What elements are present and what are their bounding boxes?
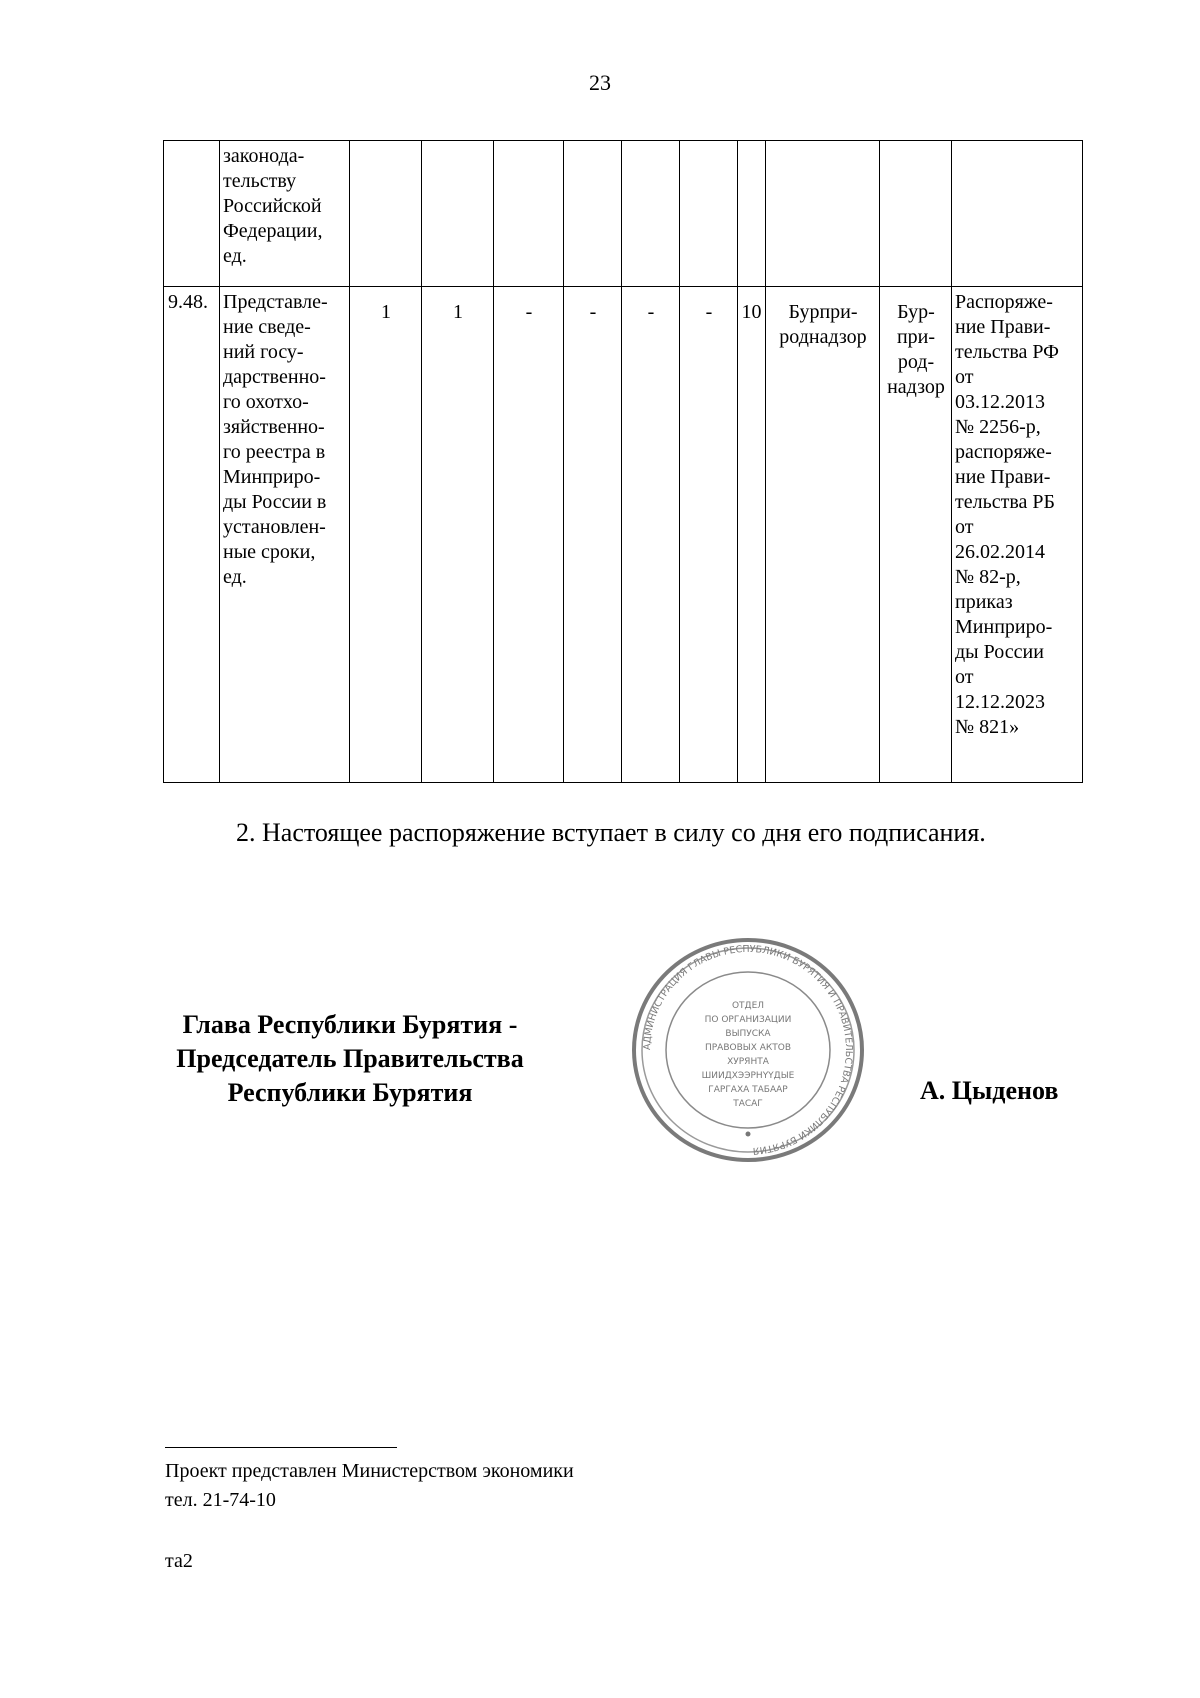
responsible-cell <box>880 141 952 287</box>
responsible-cell <box>766 141 880 287</box>
signer-name: А. Цыденов <box>920 1076 1059 1105</box>
clause-paragraph: 2. Настоящее распоряжение вступает в силу со дня его подписания. <box>236 818 986 847</box>
seal-center-line: ТАСАГ <box>733 1099 763 1109</box>
seal-center-line: ПО ОРГАНИЗАЦИИ <box>704 1015 792 1025</box>
documents-cell <box>952 141 1083 287</box>
row-number-cell <box>164 141 220 287</box>
footnote-divider <box>165 1447 397 1448</box>
document-code: та2 <box>165 1550 193 1572</box>
indicator-cell: законода- тельству Российской Федерации, ед. <box>220 141 350 287</box>
seal-center-line: ГАРГАХА ТАБААР <box>708 1085 788 1095</box>
value-cell <box>350 141 422 287</box>
value-cell: 1 <box>422 287 494 783</box>
footnote-line: Проект представлен Министерством экономики <box>165 1460 574 1482</box>
value-cell <box>494 141 564 287</box>
seal-center-line: ПРАВОВЫХ АКТОВ <box>704 1043 792 1053</box>
official-seal <box>628 936 868 1164</box>
seal-center-line: ОТДЕЛ <box>731 1001 765 1011</box>
value-cell: 10 <box>738 287 766 783</box>
responsible-cell: Бурпри- роднадзор <box>766 287 880 783</box>
value-cell: - <box>494 287 564 783</box>
row-number-cell: 9.48. <box>164 287 220 783</box>
seal-dot-icon <box>746 1132 751 1137</box>
table-row <box>164 141 1083 287</box>
signature-title-line: Председатель Правительства <box>176 1044 524 1073</box>
indicator-cell: Представле- ние сведе- ний госу- дарственно- го охотхо- зяйственно- го реестра в Минприро- ды России в установлен- ные сроки, ед. <box>220 287 350 783</box>
value-cell: - <box>622 287 680 783</box>
seal-center-line: ВЫПУСКА <box>725 1029 771 1039</box>
indicators-table <box>163 140 1083 783</box>
responsible-cell: Бур- при- род- надзор <box>880 287 952 783</box>
value-cell <box>564 141 622 287</box>
value-cell: 1 <box>350 287 422 783</box>
signature-title <box>150 1008 550 1110</box>
footnote-line: тел. 21-74-10 <box>165 1489 276 1511</box>
signature-title-line: Республики Бурятия <box>227 1078 473 1107</box>
value-cell: - <box>680 287 738 783</box>
signature-title-line: Глава Республики Бурятия - <box>182 1010 518 1039</box>
page-number: 23 <box>589 70 611 95</box>
seal-center-line: ШИИДХЭЭРНҮҮДЫЕ <box>701 1071 795 1081</box>
value-cell <box>422 141 494 287</box>
seal-outer-text: АДМИНИСТРАЦИЯ ГЛАВЫ РЕСПУБЛИКИ БУРЯТИЯ И ПРАВИТЕЛЬСТВА РЕСПУБЛИКИ БУРЯТИЯ <box>641 943 855 1156</box>
value-cell <box>622 141 680 287</box>
footnote <box>165 1457 574 1515</box>
value-cell: - <box>564 287 622 783</box>
seal-center-line: ХУРЯНТА <box>727 1057 769 1067</box>
value-cell <box>680 141 738 287</box>
value-cell <box>738 141 766 287</box>
documents-cell: Распоряже- ние Прави- тельства РФ от 03.12.2013 № 2256-р, распоряже- ние Прави- тельства РБ от 26.02.2014 № 82-р, приказ Минприро- ды России от 12.12.2023 № 821» <box>952 287 1083 783</box>
table-row <box>164 287 1083 783</box>
